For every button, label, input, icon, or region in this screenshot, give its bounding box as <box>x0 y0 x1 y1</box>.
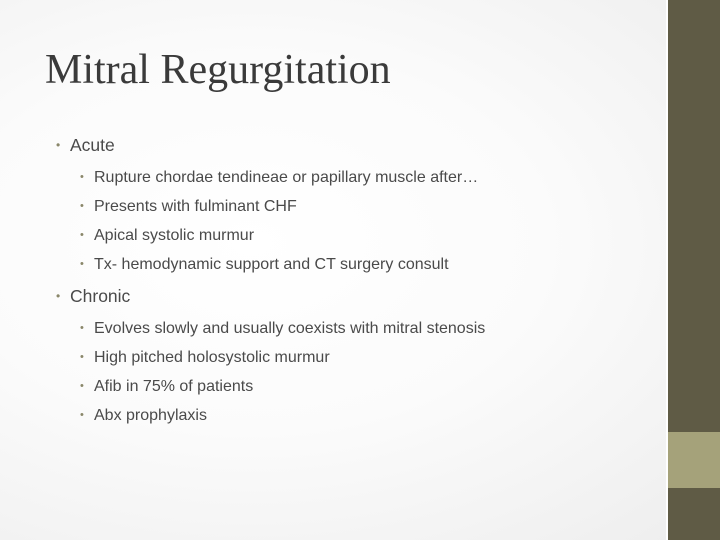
slide-title: Mitral Regurgitation <box>45 47 391 93</box>
list-item-text: Evolves slowly and usually coexists with mitral stenosis <box>94 320 486 337</box>
bullet-icon: • <box>56 289 61 303</box>
section-heading: Chronic <box>70 286 131 306</box>
bullet-icon: • <box>80 322 84 334</box>
bullet-icon: • <box>80 258 84 270</box>
bullet-icon: • <box>80 380 84 392</box>
chronic-list <box>50 314 650 430</box>
acute-list <box>50 163 650 279</box>
list-item <box>50 221 650 250</box>
slide-body <box>50 132 650 434</box>
bullet-icon: • <box>80 171 84 183</box>
bullet-acute <box>50 132 650 158</box>
list-item <box>50 372 650 401</box>
list-item <box>50 250 650 279</box>
list-item <box>50 343 650 372</box>
list-item-text: Tx- hemodynamic support and CT surgery consult <box>94 256 449 273</box>
list-item-text: Presents with fulminant CHF <box>94 198 297 215</box>
list-item <box>50 192 650 221</box>
bullet-icon: • <box>80 229 84 241</box>
sidebar-accent-block <box>668 432 720 488</box>
list-item-text: Apical systolic murmur <box>94 227 255 244</box>
bullet-icon: • <box>80 200 84 212</box>
list-item-text: Rupture chordae tendineae or papillary muscle after… <box>94 169 479 186</box>
list-item-text: High pitched holosystolic murmur <box>94 349 330 366</box>
bullet-icon: • <box>80 351 84 363</box>
list-item <box>50 314 650 343</box>
section-heading: Acute <box>70 135 115 155</box>
list-item-text: Abx prophylaxis <box>94 407 207 424</box>
bullet-icon: • <box>80 409 84 421</box>
list-item <box>50 401 650 430</box>
bullet-chronic <box>50 283 650 309</box>
list-item <box>50 163 650 192</box>
bullet-icon: • <box>56 138 61 152</box>
list-item-text: Afib in 75% of patients <box>94 378 254 395</box>
